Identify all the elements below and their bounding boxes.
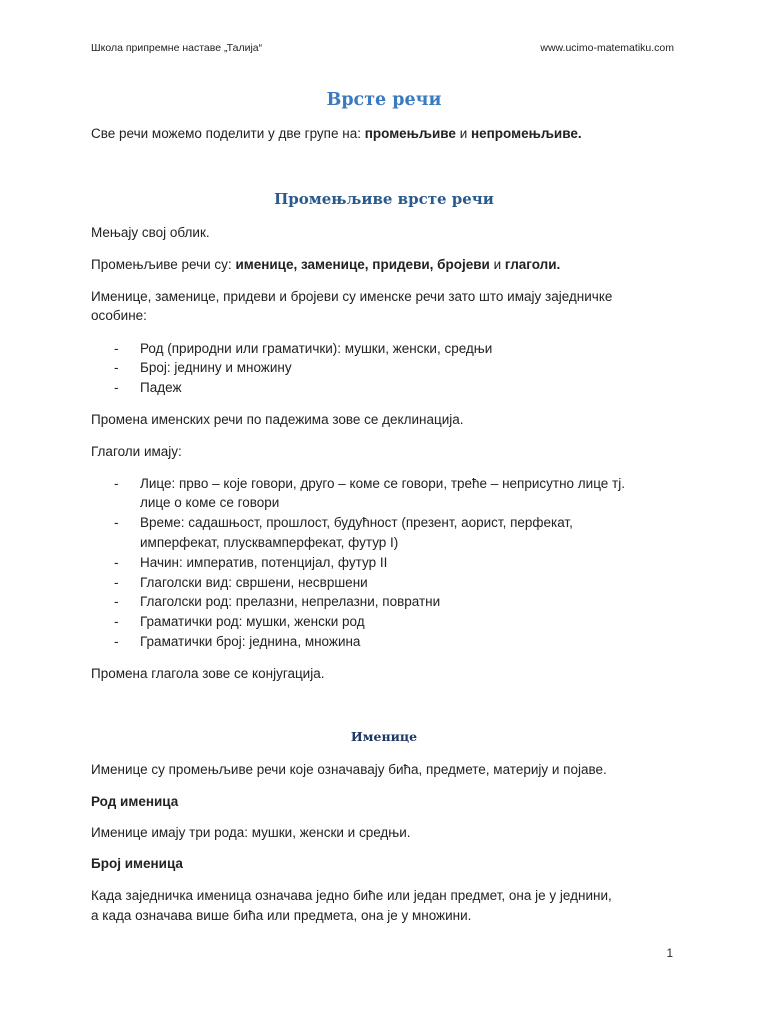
paragraph: Мењају свој облик. — [91, 225, 210, 240]
page-number: 1 — [666, 948, 673, 960]
header-school-name: Школа припремне наставе „Талија“ — [91, 42, 263, 54]
subheading-noun-number: Број именица — [91, 856, 183, 871]
list-bullet: - — [114, 614, 119, 629]
list-bullet: - — [114, 555, 119, 570]
list-bullet: - — [114, 575, 119, 590]
p2-bold-1: именице, заменице, придеви, бројеви — [235, 257, 490, 272]
p2-bold-2: глаголи. — [504, 257, 561, 272]
paragraph-line: особине: — [91, 308, 147, 323]
section-heading-changeable: Промењљиве врсте речи — [274, 190, 494, 208]
list-item-text: имперфекат, плусквамперфекат, футур I) — [140, 535, 399, 550]
intro-bold-1: промењљиве — [364, 126, 456, 141]
paragraph: Глаголи имају: — [91, 444, 182, 459]
list-item-text: Падеж — [140, 380, 182, 395]
list-item-text: лице о коме се говори — [140, 495, 280, 510]
list-item-text: Време: садашњост, прошлост, будућност (презент, аорист, перфекат, — [140, 515, 573, 530]
paragraph: Именице су промењљиве речи које означавају бића, предмете, материју и појаве. — [91, 762, 607, 777]
page-title: Врсте речи — [326, 90, 442, 110]
list-bullet: - — [114, 380, 119, 395]
list-item-text: Граматички број: једнина, множина — [140, 634, 361, 649]
intro-paragraph — [91, 126, 582, 141]
paragraph: Промена именских речи по падежима зове се деклинација. — [91, 412, 464, 427]
intro-text: Све речи можемо поделити у две групе на: — [91, 126, 365, 141]
list-item-text: Род (природни или граматички): мушки, женски, средњи — [140, 341, 493, 356]
paragraph-line: Када заједничка именица означава једно биће или један предмет, она је у једнини, — [91, 888, 612, 903]
list-item-text: Број: једнину и множину — [140, 360, 292, 375]
list-bullet: - — [114, 341, 119, 356]
list-bullet: - — [114, 594, 119, 609]
list-bullet: - — [114, 360, 119, 375]
list-item-text: Глаголски вид: свршени, несвршени — [140, 575, 368, 590]
subheading-noun-gender: Род именица — [91, 794, 179, 809]
list-bullet: - — [114, 634, 119, 649]
list-item-text: Начин: императив, потенцијал, футур II — [140, 555, 388, 570]
header-website: www.ucimo-matematiku.com — [540, 42, 674, 54]
list-bullet: - — [114, 476, 119, 491]
p2-text: Промењљиве речи су: — [91, 257, 236, 272]
paragraph-line: Именице, заменице, придеви и бројеви су именске речи зато што имају заједничке — [91, 289, 613, 304]
list-bullet: - — [114, 515, 119, 530]
section-heading-nouns: Именице — [350, 729, 418, 744]
paragraph — [91, 257, 560, 272]
intro-bold-2: непромењљиве. — [470, 126, 582, 141]
intro-conj: и — [455, 126, 471, 141]
list-item-text: Глаголски род: прелазни, непрелазни, повратни — [140, 594, 441, 609]
list-item-text: Лице: прво – које говори, друго – коме се говори, треће – неприсутно лице тј. — [140, 476, 625, 491]
paragraph-line: а када означава више бића или предмета, она је у множини. — [91, 908, 472, 923]
list-item-text: Граматички род: мушки, женски род — [140, 614, 365, 629]
p2-conj: и — [489, 257, 505, 272]
paragraph: Именице имају три рода: мушки, женски и средњи. — [91, 825, 411, 840]
paragraph: Промена глагола зове се конјугација. — [91, 666, 325, 681]
